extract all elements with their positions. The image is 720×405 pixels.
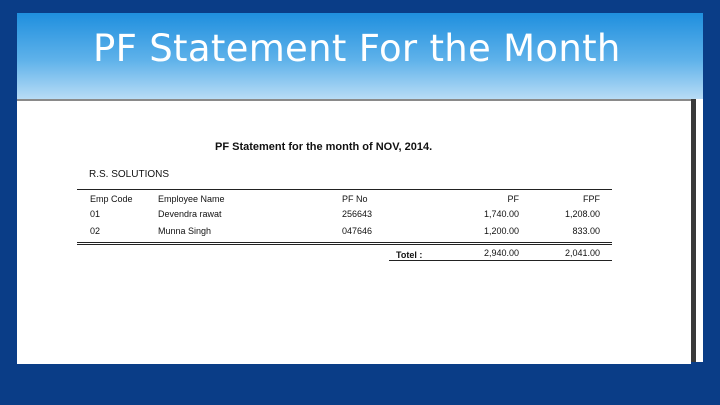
employee-name: Devendra rawat — [158, 209, 222, 219]
rows-bottom-rule — [77, 242, 612, 243]
employee-name: Munna Singh — [158, 226, 212, 236]
slide-panel — [17, 13, 703, 362]
total-pf: 2,940.00 — [483, 248, 519, 258]
statement-title: PF Statement for the month of NOV, 2014. — [215, 141, 433, 153]
total-top-rule — [389, 244, 612, 245]
pf-number: 047646 — [342, 226, 373, 236]
header-top-rule — [77, 189, 612, 190]
total-label: Totel : — [396, 250, 423, 260]
column-header-emp-code: Emp Code — [90, 194, 133, 204]
pf-amount: 1,740.00 — [483, 209, 519, 219]
pf-amount: 1,200.00 — [483, 226, 519, 236]
total-bottom-rule — [389, 260, 612, 261]
title-band — [17, 13, 703, 99]
pf-number: 256643 — [342, 209, 373, 219]
fpf-amount: 833.00 — [572, 226, 600, 236]
emp-code: 02 — [90, 226, 101, 236]
statement-document — [17, 99, 691, 364]
column-header-fpf: FPF — [583, 194, 600, 204]
column-header-employee-name: Employee Name — [158, 194, 225, 204]
column-header-pf-no: PF No — [342, 194, 368, 204]
column-header-pf: PF — [507, 194, 519, 204]
slide-title: PF Statement For the Month — [93, 27, 621, 70]
emp-code: 01 — [90, 209, 101, 219]
document-shadow — [691, 99, 696, 362]
company-name: R.S. SOLUTIONS — [89, 169, 170, 180]
total-fpf: 2,041.00 — [564, 248, 600, 258]
fpf-amount: 1,208.00 — [564, 209, 600, 219]
